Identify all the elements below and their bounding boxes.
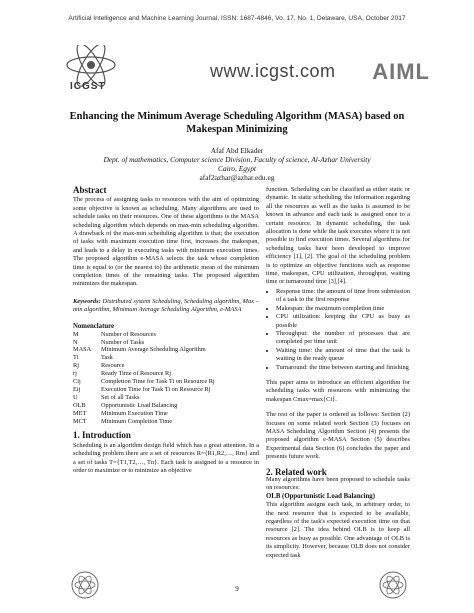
title-line-2: Makespan Minimizing bbox=[186, 124, 288, 135]
nomenclature-row: Ti Task bbox=[73, 354, 113, 362]
left-column bbox=[73, 186, 259, 476]
keywords-label: Keywords: bbox=[73, 297, 101, 305]
nomenclature-row: MET Minimum Execution Time bbox=[73, 409, 168, 417]
nomenclature bbox=[73, 323, 259, 426]
site-url: www.icgst.com bbox=[210, 61, 336, 81]
page-number: 9 bbox=[235, 585, 239, 593]
nomenclature-row: MCT Minimum Completion Time bbox=[73, 417, 173, 425]
logo-text: ICGST bbox=[70, 81, 106, 92]
intro-heading: 1. Introduction bbox=[73, 430, 131, 441]
nomenclature-row: MASA Minimum Average Scheduling Algorithm bbox=[73, 346, 206, 354]
nomenclature-row: U Set of all Tasks bbox=[73, 393, 140, 401]
keywords-text: Distributed system Scheduling, Scheduling algorithm, Max – min algorithm, Minimum Average Scheduling Algorithm, e-MASA bbox=[73, 297, 259, 314]
location: Cairo, Egypt bbox=[218, 164, 256, 173]
right-column bbox=[266, 186, 410, 560]
title-line-1: Enhancing the Minimum Average Scheduling Algorithm (MASA) based on bbox=[69, 111, 405, 122]
nomenclature-row: Cij Completion Time for Task Ti on Resource Rj bbox=[73, 378, 215, 386]
right-para-1: function. Scheduling can be classified as either static or dynamic. In static scheduling, the information regarding all the resources as well as the tasks is assumed to be known in advance and each task is assigned once to a certain resource. In dynamic scheduling, the task allocation is done while the task executes where it is not possible to find execution times. Several algorithms for scheduling tasks have been developed to improve efficiency [1], [2]. The goal of the scheduling problem is to optimize an objective functions such as response time, makespan, CPU utilization, throughput, waiting time or turnaround time [3],[4]. bbox=[266, 186, 410, 286]
list-item: • Turnaround: the time between starting and finishing bbox=[276, 364, 410, 372]
list-item: • Waiting time: the amount of time that the task is waiting in the ready queue bbox=[276, 347, 410, 364]
list-item: • Throughput: the number of processes that are completed per time unit bbox=[276, 330, 410, 347]
banner bbox=[60, 45, 430, 95]
olb-heading: OLB (Opportunistic Load Balancing) bbox=[266, 492, 375, 500]
intro-text: Scheduling is an algorithm design field which has a great attention. In a scheduling problem there are a set of resources R={R1,R2,…, Rm} and a set of tasks T={T1,T2,…, Tn}. Each task is assigned to a resource in order to maximize or to minimize an objective bbox=[73, 441, 259, 475]
related-work-heading: 2. Related work bbox=[266, 466, 327, 477]
abstract-text: The process of assigning tasks to resources with the aim of optimizing some objective is known as scheduling. Many algorithms are used to schedule tasks on their resources. One of these algorithms is the MASA scheduling algorithm which depends on max-min scheduling algorithm. A drawback of the max-min scheduling algorithm is that; the execution of tasks with maximum execution time first, increases the makespan, and leads to a delay in executing tasks with minimum execution times. The proposed algorithm e-MASA selects the task whose completion time is equal to (or the nearest to) the arithmetic mean of the minimum completion times of the remaining tasks. The proposed algorithm minimizes the makespan. bbox=[73, 196, 259, 288]
right-para-2: This paper aims to introduce an efficient algorithm for scheduling tasks with resources with minimizing the makespan Cmax=max{Ci}. bbox=[266, 378, 410, 403]
right-para-3: The rest of the paper is ordered as follows: Section (2) focuses on some related work Section (3) focuses on MASA Scheduling Algorithm Section (4) presents the proposed algorithm e-MASA Section (5) describes Experimental data Section (6) concludes the paper and presents future work. bbox=[266, 411, 410, 461]
related-work-text: Many algorithms have been proposed to schedule tasks on resources: bbox=[266, 476, 410, 492]
author-email: afaf2azhar@azhar.edu.eg bbox=[199, 173, 275, 182]
list-item: • Response time: the amount of time from submission of a task to the first response bbox=[276, 288, 410, 305]
list-item: • CPU utilization: keeping the CPU as busy as possible bbox=[276, 313, 410, 330]
nomenclature-row: Eij Execution Time for Task Ti on Resource Rj bbox=[73, 385, 211, 393]
paper-title bbox=[30, 110, 444, 136]
nomenclature-row: M Number of Resources bbox=[73, 330, 156, 338]
nomenclature-row: N Number of Tasks bbox=[73, 338, 145, 346]
objective-list bbox=[266, 288, 410, 372]
affiliation: Dept. of mathematics, Computer science Division, Faculty of science, Al-Azhar University bbox=[103, 155, 371, 164]
author-block bbox=[0, 146, 474, 182]
abstract-heading: Abstract bbox=[73, 185, 107, 195]
nomenclature-row: Rj Resource bbox=[73, 362, 125, 370]
nomenclature-heading: Nomenclature bbox=[73, 322, 115, 330]
olb-text: This algorithm assigns each task, in arbitrary order, to the next resource that is expected to be available, regardless of the task's expected execution time on that resource [2]. The idea behind OLB is to keep all resources as busy as possible. One advantage of OLB is its simplicity. However, because OLB does not consider expected task bbox=[266, 501, 410, 559]
journal-header: Artificial Intelligence and Machine Learning Journal, ISSN: 1687-4846, Vo. 17, No. 1, Delaware, USA, October 2017 bbox=[68, 15, 406, 22]
nomenclature-row: OLB Opportunistic Load Balancing bbox=[73, 401, 178, 409]
author-name: Afaf Abd Elkader bbox=[210, 146, 264, 155]
list-item: • Makespan: the maximum completion time bbox=[276, 305, 410, 313]
nomenclature-row: rj Ready Time of Resource Rj bbox=[73, 370, 171, 378]
aiml-logo: AIML bbox=[372, 59, 430, 84]
icgst-logo bbox=[60, 45, 122, 98]
keywords bbox=[73, 298, 259, 315]
